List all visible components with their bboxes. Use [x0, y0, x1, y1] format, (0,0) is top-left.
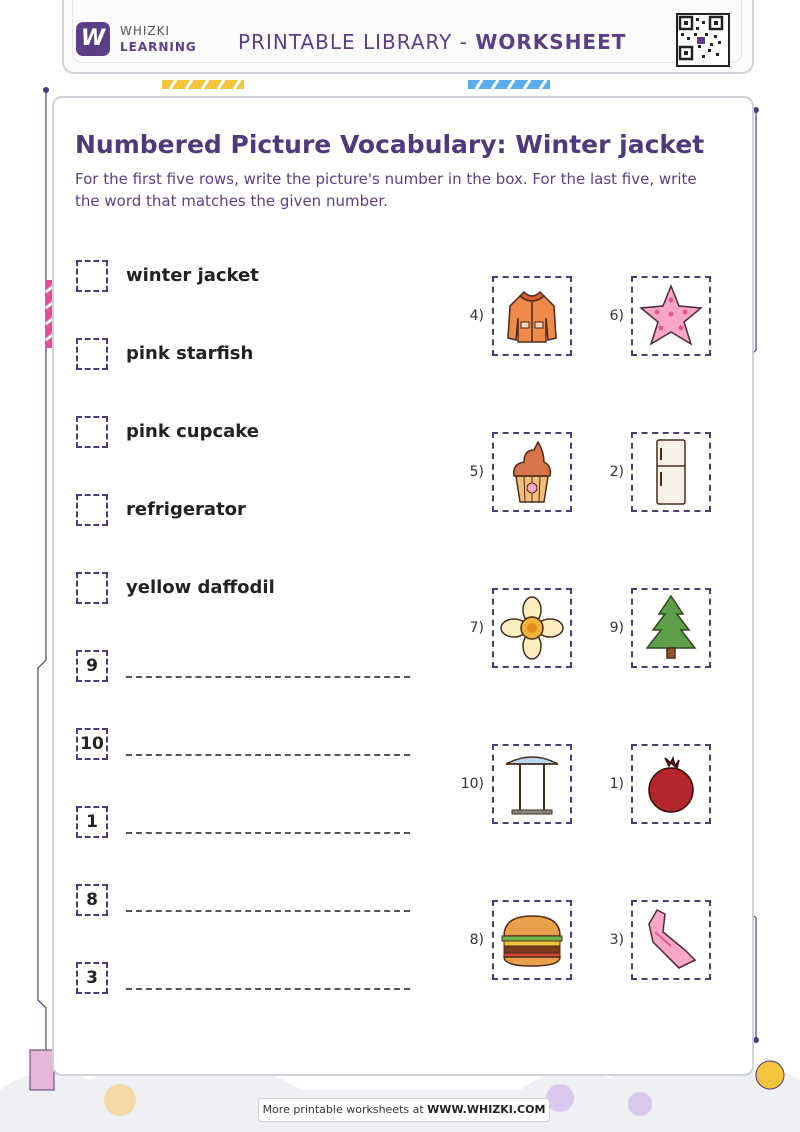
refrigerator-picture — [631, 432, 711, 512]
vocab-word: refrigerator — [126, 499, 246, 520]
footer-site-link[interactable]: WWW.WHIZKI.COM — [427, 1103, 546, 1116]
vocab-word: pink cupcake — [126, 421, 259, 442]
pine-tree-icon — [633, 590, 709, 666]
dress-icon — [633, 902, 709, 978]
answer-box-3[interactable] — [76, 416, 108, 448]
number-box: 8 — [76, 884, 108, 916]
answer-box-4[interactable] — [76, 494, 108, 526]
pine-tree-picture — [631, 588, 711, 668]
starfish-picture — [631, 276, 711, 356]
patio-heater-picture — [492, 744, 572, 824]
picture-label: 3) — [609, 932, 624, 948]
winter-jacket-icon — [494, 278, 570, 354]
worksheet-title: Numbered Picture Vocabulary: Winter jacket — [75, 130, 705, 159]
picture-label: 7) — [469, 620, 484, 636]
worksheet-instructions: For the first five rows, write the picture's number in the box. For the last five, write the word that matches the given number. — [75, 170, 697, 210]
answer-line-1[interactable] — [126, 676, 410, 678]
number-box: 10 — [76, 728, 108, 760]
vocab-word: yellow daffodil — [126, 577, 275, 598]
brand-name: WHIZKI — [120, 24, 171, 38]
picture-label: 8) — [469, 932, 484, 948]
picture-label: 1) — [609, 776, 624, 792]
answer-line-2[interactable] — [126, 754, 410, 756]
vocab-word: winter jacket — [126, 265, 259, 286]
whizki-logo-icon: W — [76, 22, 110, 56]
number-box: 9 — [76, 650, 108, 682]
number-box: 3 — [76, 962, 108, 994]
number-box: 1 — [76, 806, 108, 838]
answer-line-3[interactable] — [126, 832, 410, 834]
answer-line-4[interactable] — [126, 910, 410, 912]
cupcake-picture — [492, 432, 572, 512]
qr-code-icon[interactable] — [676, 13, 730, 67]
picture-label: 9) — [609, 620, 624, 636]
pomegranate-picture — [631, 744, 711, 824]
starfish-icon — [633, 278, 709, 354]
footer-banner[interactable]: More printable worksheets at WWW.WHIZKI.COM — [258, 1098, 550, 1122]
picture-label: 2) — [609, 464, 624, 480]
daffodil-icon — [494, 590, 570, 666]
picture-label: 10) — [460, 776, 484, 792]
burger-picture — [492, 900, 572, 980]
brand-subname: LEARNING — [120, 40, 197, 54]
pomegranate-icon — [633, 746, 709, 822]
answer-line-5[interactable] — [126, 988, 410, 990]
answer-box-1[interactable] — [76, 260, 108, 292]
burger-icon — [494, 902, 570, 978]
patio-heater-icon — [494, 746, 570, 822]
dress-picture — [631, 900, 711, 980]
winter-jacket-picture — [492, 276, 572, 356]
library-heading: PRINTABLE LIBRARY - WORKSHEET — [238, 30, 627, 54]
cupcake-icon — [494, 434, 570, 510]
answer-box-5[interactable] — [76, 572, 108, 604]
picture-label: 6) — [609, 308, 624, 324]
picture-label: 4) — [469, 308, 484, 324]
answer-box-2[interactable] — [76, 338, 108, 370]
refrigerator-icon — [633, 434, 709, 510]
vocab-word: pink starfish — [126, 343, 254, 364]
picture-label: 5) — [469, 464, 484, 480]
daffodil-picture — [492, 588, 572, 668]
